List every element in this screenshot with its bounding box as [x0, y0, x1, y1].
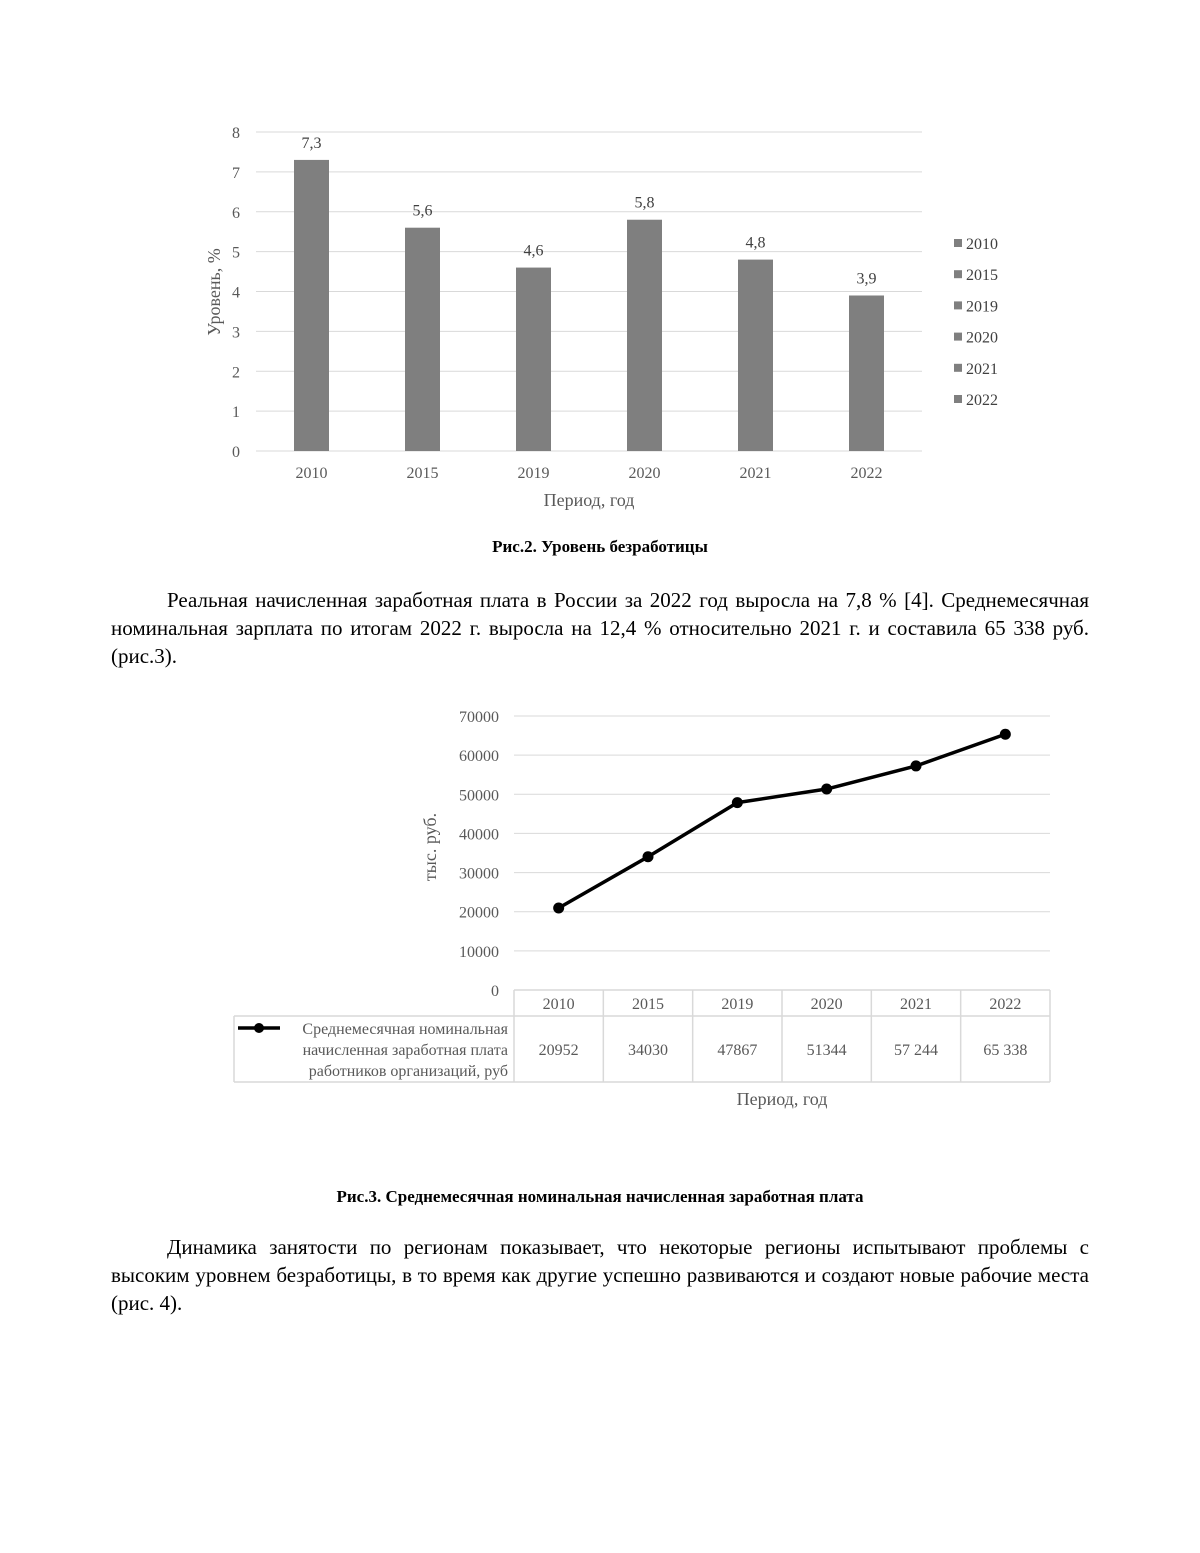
salary-point-2010: [553, 902, 564, 913]
table-header-year: 2015: [632, 996, 664, 1013]
line-chart-y-axis-label: тыс. руб.: [420, 813, 440, 881]
table-header-year: 2022: [989, 996, 1021, 1013]
legend-label: 2010: [966, 236, 998, 253]
bar-y-tick-label: 0: [232, 444, 240, 461]
table-value-cell: 65 338: [983, 1042, 1027, 1059]
salary-point-2021: [911, 760, 922, 771]
table-legend-marker-key: [254, 1023, 264, 1033]
line-y-tick-label: 10000: [459, 944, 499, 961]
bar-x-tick-label: 2019: [518, 465, 550, 482]
bar-y-tick-label: 4: [232, 285, 240, 302]
line-chart-x-axis-label: Период, год: [737, 1089, 828, 1109]
bar-y-tick-label: 3: [232, 324, 240, 341]
table-series-name-line: Среднемесячная номинальная: [302, 1021, 508, 1038]
table-value-cell: 57 244: [894, 1042, 938, 1059]
bar-x-tick-label: 2020: [629, 465, 661, 482]
bar-x-tick-label: 2010: [296, 465, 328, 482]
legend-label: 2020: [966, 330, 998, 347]
salary-point-2022: [1000, 729, 1011, 740]
bar-x-tick-label: 2015: [407, 465, 439, 482]
bar-value-label: 4,6: [524, 243, 544, 260]
line-y-tick-label: 0: [491, 983, 499, 1000]
salary-line-chart: [0, 0, 1200, 1130]
bar-value-label: 5,8: [635, 195, 655, 212]
table-value-cell: 34030: [628, 1042, 668, 1059]
table-value-cell: 51344: [807, 1042, 847, 1059]
bar-x-tick-label: 2022: [851, 465, 883, 482]
legend-label: 2015: [966, 267, 998, 284]
line-y-tick-label: 30000: [459, 866, 499, 883]
table-header-year: 2019: [721, 996, 753, 1013]
salary-series-line: [559, 734, 1006, 908]
bar-y-tick-label: 5: [232, 245, 240, 262]
legend-label: 2019: [966, 298, 998, 315]
legend-label: 2022: [966, 392, 998, 409]
table-series-name-line: работников организаций, руб: [309, 1063, 508, 1080]
salary-point-2019: [732, 797, 743, 808]
paragraph-salary: Реальная начисленная заработная плата в России за 2022 год выросла на 7,8 % [4]. Среднемесячная номинальная зарплата по итогам 2022 г. выросла на 12,4 % относительно 2021 г. и составила 65 338 руб. (рис.3).: [111, 586, 1089, 670]
salary-point-2015: [643, 851, 654, 862]
line-y-tick-label: 20000: [459, 905, 499, 922]
bar-y-tick-label: 8: [232, 125, 240, 142]
figure-2-caption: Рис.2. Уровень безработицы: [0, 537, 1200, 557]
table-header-year: 2020: [811, 996, 843, 1013]
bar-y-tick-label: 1: [232, 404, 240, 421]
bar-y-tick-label: 2: [232, 364, 240, 381]
bar-value-label: 5,6: [413, 203, 433, 220]
line-y-tick-label: 60000: [459, 748, 499, 765]
bar-chart-y-axis-label: Уровень, %: [204, 248, 224, 335]
bar-chart-x-axis-label: Период, год: [544, 490, 635, 510]
bar-y-tick-label: 7: [232, 165, 240, 182]
table-value-cell: 47867: [717, 1042, 757, 1059]
legend-label: 2021: [966, 361, 998, 378]
table-header-year: 2010: [543, 996, 575, 1013]
bar-value-label: 4,8: [746, 235, 766, 252]
bar-value-label: 3,9: [857, 270, 877, 287]
table-header-year: 2021: [900, 996, 932, 1013]
paragraph-employment: Динамика занятости по регионам показывает, что некоторые регионы испытывают проблемы с высоким уровнем безработицы, в то время как другие успешно развиваются и создают новые рабочие места (рис. 4).: [111, 1233, 1089, 1317]
bar-value-label: 7,3: [302, 135, 322, 152]
salary-point-2020: [821, 784, 832, 795]
table-series-name-line: начисленная заработная плата: [303, 1042, 508, 1059]
line-y-tick-label: 70000: [459, 709, 499, 726]
line-y-tick-label: 50000: [459, 787, 499, 804]
bar-y-tick-label: 6: [232, 205, 240, 222]
bar-x-tick-label: 2021: [740, 465, 772, 482]
table-value-cell: 20952: [539, 1042, 579, 1059]
figure-3-caption: Рис.3. Среднемесячная номинальная начисленная заработная плата: [0, 1187, 1200, 1207]
line-y-tick-label: 40000: [459, 826, 499, 843]
